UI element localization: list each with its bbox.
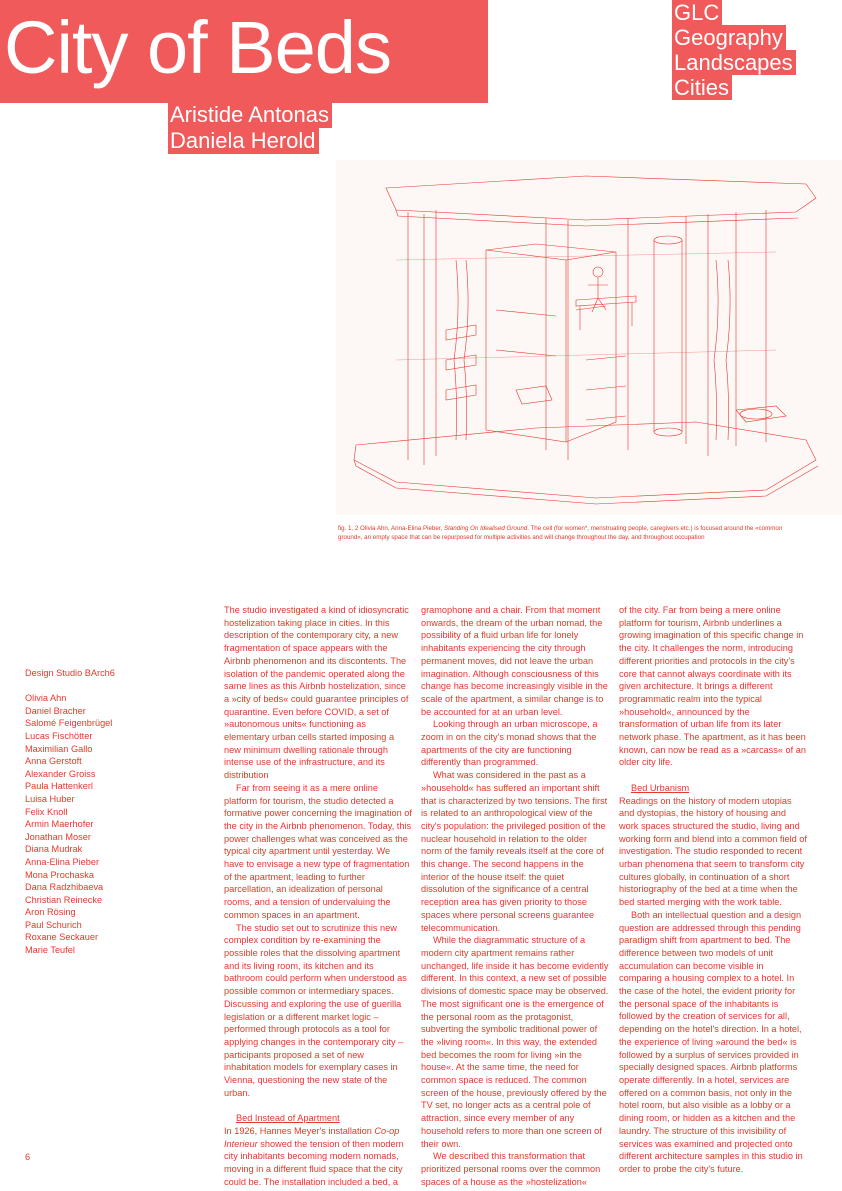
series-line: Cities	[672, 75, 732, 100]
participant-name: Anna-Elina Pieber	[25, 856, 100, 867]
page-number: 6	[25, 1152, 31, 1162]
text-column-2	[421, 604, 609, 1188]
participant-name: Paul Schurich	[25, 919, 82, 930]
participant-name: Paula Hattenkerl	[25, 781, 93, 792]
paragraph: of the city. Far from being a mere online platform for tourism, Airbnb underlines a growing imagination of this specific change in the city. It challenges the norm, introducing different priorities and protocols in the city's core that cannot always coordinate with its given architecture. It brings a different programmatic realm into the typical »household«, announced by the transformation of urban life from its later network phase. The apartment, as it has been known, can now be read as a »carcass« of an older city life.	[619, 605, 806, 768]
participant-name: Armin Maerhofer	[25, 819, 94, 830]
participant-name: Daniel Bracher	[25, 705, 86, 716]
participant-name: Christian Reinecke	[25, 894, 103, 905]
authors	[168, 102, 332, 154]
caption-prefix: fig. 1, 2 Olivia Ahn, Anna-Elina Pieber,	[338, 525, 444, 532]
section-heading: Bed Instead of Apartment	[236, 1113, 340, 1124]
work-title: Co-op Interieur	[224, 1125, 400, 1149]
page-title: City of Beds	[4, 6, 391, 89]
participant-name: Lucas Fischötter	[25, 730, 93, 741]
paragraph: While the diagrammatic structure of a modern city apartment remains rather unchanged, life inside it has become evidently different. In this context, a new set of possible divisions of domestic space may be observed. The most significant one is the emergence of the personal room as the protagonist, subverting the symbolic traditional power of the »living room«. In this way, the extended bed becomes the room for living »in the house«. At the same time, the need for common space is reduced. The common screen of the house, previously offered by the TV set, no longer acts as a central pole of attraction, since every member of any household refers to more than one screen of their own.	[421, 935, 609, 1149]
paragraph: gramophone and a chair. From that moment onwards, the dream of the urban nomad, the possibility of a fluid urban life for lonely inhabitants experiencing the city through permanent moves, did not leave the urban imagination. Although consciousness of this change has become increasingly visible in the scale of the apartment, a similar change is to be accounted for at an urban level.	[421, 605, 608, 717]
participant-name: Marie Teufel	[25, 945, 75, 956]
paragraph-text: In 1926, Hannes Meyer's installation	[224, 1125, 375, 1136]
participant-name: Luisa Huber	[25, 793, 75, 804]
paragraph: Far from seeing it as a mere online platform for tourism, the studio detected a formative power concerning the imagination of the city in the Airbnb phenomenon. Today, this power challenges what was conceived as the typical city apartment until yesterday. We have to envisage a new type of fragmentation of the apartment, leading to further parcellation, an idealization of personal rooms, and a tension of undervaluing the common spaces in an apartment.	[224, 782, 412, 920]
text-column-1	[224, 604, 412, 1188]
participant-name: Mona Prochaska	[25, 869, 94, 880]
series-line: Geography	[672, 25, 786, 50]
participant-name: Roxane Seckauer	[25, 932, 99, 943]
paragraph-text: showed the tension of then modern city inhabitants becoming modern nomads, moving in a different fluid space that the city could be. The installation included a bed, a	[224, 1138, 404, 1187]
text-column-3	[619, 604, 807, 1176]
series-line: GLC	[672, 0, 722, 25]
series-label	[672, 0, 796, 100]
paragraph: Readings on the history of modern utopias and dystopias, the history of housing and work spaces structured the studio, living and working form and blend into a common field of investigation. The studio responded to recent urban phenomena that seem to transform city cultures globally, in continuation of a short historiography of the bed at a time when the bed started merging with the work table.	[619, 795, 807, 908]
participant-name: Alexander Groiss	[25, 768, 96, 779]
paragraph: We described this transformation that prioritized personal rooms over the common spaces of a house as the »hostelization«	[421, 1151, 601, 1187]
caption-work-title: Standing On Idealised Ground	[443, 525, 528, 532]
author-name: Daniela Herold	[168, 128, 319, 154]
participant-name: Aron Rösing	[25, 907, 76, 918]
axonometric-line-drawing	[336, 160, 842, 515]
participant-name: Salomé Feigenbrügel	[25, 718, 113, 729]
participant-name: Jonathan Moser	[25, 831, 91, 842]
participant-name: Anna Gerstoft	[25, 756, 82, 767]
participant-name: Diana Mudrak	[25, 844, 83, 855]
participant-name: Felix Knoll	[25, 806, 68, 817]
caption-text: . The cell (for women*, menstruating people, caregivers etc.) is focused around the «common ground», an empty space that can be repurposed for multiple activities and will change throughout the day, and throughout occupation	[338, 525, 783, 541]
studio-label: Design Studio BArch6	[25, 668, 115, 678]
participants-sidebar	[25, 667, 205, 957]
participant-name: Olivia Ahn	[25, 693, 67, 704]
participant-name: Dana Radzhibaeva	[25, 882, 104, 893]
architectural-drawing	[336, 160, 842, 515]
figure-caption	[338, 524, 808, 542]
paragraph: The studio investigated a kind of idiosyncratic hostelization taking place in cities. In this description of the contemporary city, a new fragmentation of space appears with the Airbnb phenomenon and its discontents. The isolation of the pandemic operated along the same lines as this Airbnb hostelization, since a »city of beds« could guarantee principles of quarantine. Even before COVID, a set of »autonomous units« functioning as elementary urban cells started imposing a new minimum dwelling rationale through intense use of the infrastructure, and its distribution	[224, 605, 409, 781]
paragraph: The studio set out to scrutinize this new complex condition by re-examining the possible roles that the dissolving apartment and its living room, its kitchen and its bathroom could perform when understood as possible common or intermediary spaces. Discussing and exploring the use of guerilla legislation or a different market logic – performed through protocols as a tool for applying changes in the contemporary city – participants proposed a set of new inhabitation models for exemplary cases in Vienna, questioning the new state of the urban.	[224, 922, 407, 1098]
paragraph	[224, 1125, 412, 1189]
author-name: Aristide Antonas	[168, 102, 332, 128]
title-block	[0, 0, 488, 103]
series-line: Landscapes	[672, 50, 796, 75]
participant-name: Maximilian Gallo	[25, 743, 93, 754]
section-heading: Bed Urbanism	[631, 782, 690, 793]
paragraph: What was considered in the past as a »household« has suffered an important shift that is characterized by two tensions. The first is related to an anthropological view of the city's population: the privileged position of the nuclear household in relation to the older norm of the family reveals itself at the core of this change. The second happens in the interior of the house itself: the quiet dissolution of the significance of a central reception area has given priority to those spaces where personal screens guarantee telecommunication.	[421, 770, 608, 933]
paragraph: Looking through an urban microscope, a zoom in on the city's monad shows that the apartments of the city are functioning differently than programmed.	[421, 719, 598, 768]
paragraph: Both an intellectual question and a design question are addressed through this pending paradigm shift from apartment to bed. The difference between two models of unit accumulation can become visible in comparing a housing complex to a hotel. In the case of the hotel, the evident priority for the personal space of the inhabitants is followed by the creation of services for all, depending on the hotel's direction. In a hotel, the experience of living »around the bed« is followed by a surplus of services provided in specially designed spaces. Airbnb platforms operate differently. In a hotel, services are offered on a common basis, not only in the hotel room, but also visible as a lobby or a dining room, or hidden as a kitchen and the laundry. The structure of this invisibility of services was examined and projected onto different architecture samples in this studio in order to probe the city's future.	[619, 909, 803, 1174]
